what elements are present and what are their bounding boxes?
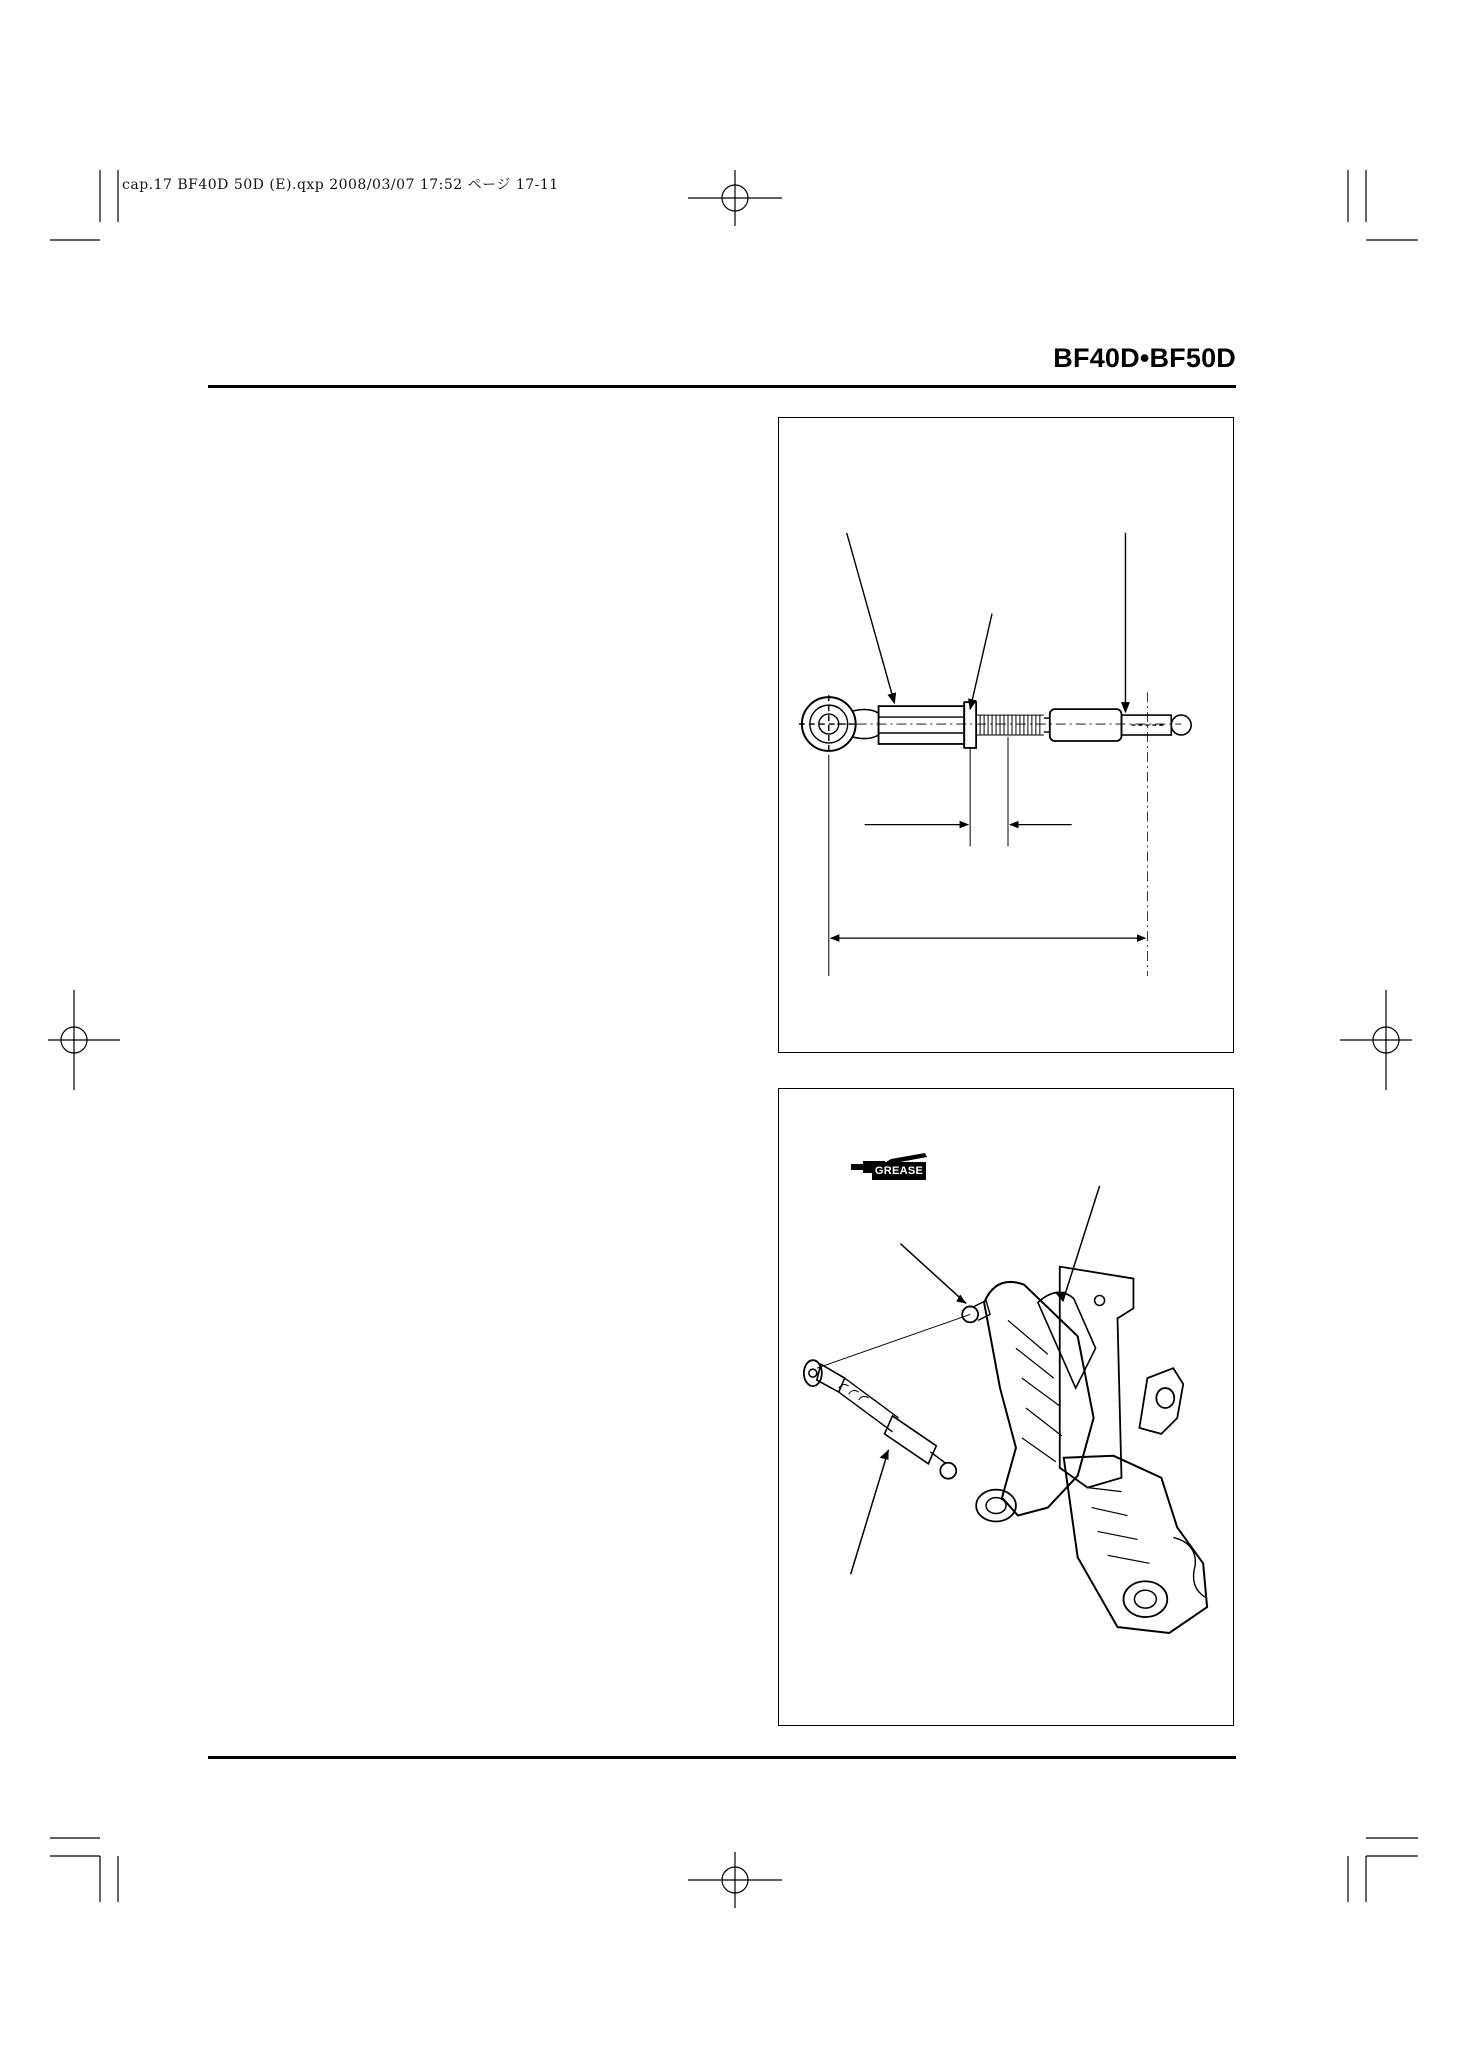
grease-label: GREASE	[872, 1162, 926, 1180]
lower-arm	[1064, 1456, 1207, 1633]
control-rod	[804, 1360, 956, 1478]
leader-line	[847, 533, 895, 703]
text-column	[208, 410, 748, 1740]
hex-body	[879, 706, 965, 744]
registration-target-bottom	[688, 1852, 782, 1908]
rod-adjustment-figure	[778, 417, 1234, 1053]
page-title: BF40D•BF50D	[1053, 343, 1236, 373]
footer-rule	[208, 1756, 1236, 1759]
leader-line	[900, 1244, 966, 1304]
leader-line	[1063, 1186, 1100, 1301]
registration-target-right	[1340, 990, 1412, 1090]
alignment-line	[817, 1314, 970, 1368]
header-rule	[208, 385, 1236, 388]
lower-pivot	[1123, 1581, 1167, 1617]
rod-ball-end	[1171, 715, 1191, 735]
ball-socket-end	[799, 695, 859, 753]
rod-adjustment-drawing	[779, 418, 1233, 1052]
top-clamp	[1139, 1368, 1183, 1434]
registration-target-top	[688, 170, 782, 226]
slug-line: cap.17 BF40D 50D (E).qxp 2008/03/07 17:52 ページ 17-11	[122, 177, 559, 193]
threaded-section	[976, 715, 1044, 735]
registration-target-left	[48, 990, 120, 1090]
leader-line	[851, 1450, 889, 1574]
rod-sleeve	[1050, 709, 1122, 741]
leader-line	[970, 614, 992, 710]
